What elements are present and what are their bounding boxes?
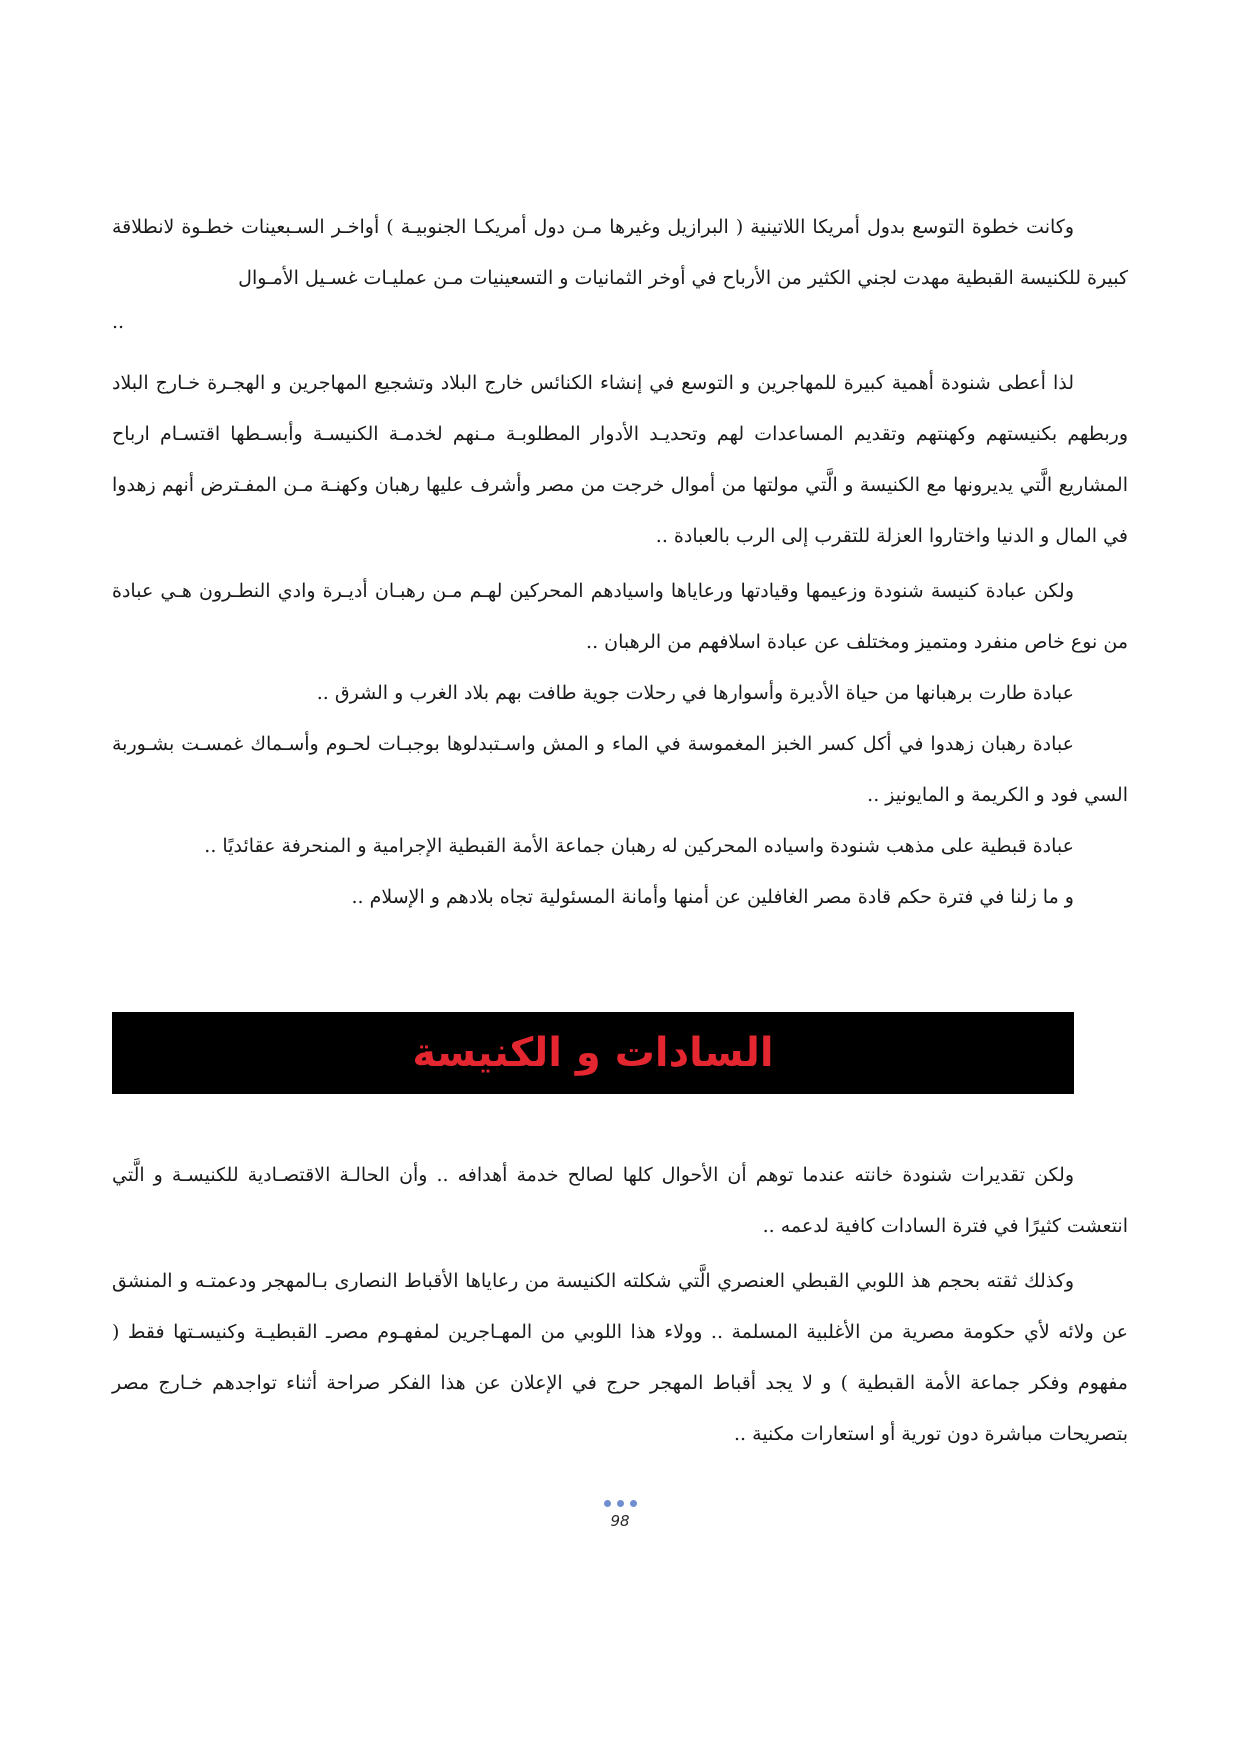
text-section-upper — [112, 202, 1128, 923]
section-heading-title: السادات و الكنيسة — [412, 1030, 774, 1076]
paragraph: عبادة رهبان زهدوا في أكل كسر الخبز المغموسة في الماء و المش واسـتبدلوها بوجبـات لحـوم وأسـماك غمسـت بشـوربة السي فود و الكريمة و المايونيز .. — [112, 733, 1128, 806]
paragraph-continuation: .. — [112, 311, 125, 333]
section-heading-banner — [112, 1012, 1074, 1094]
paragraph: عبادة طارت برهبانها من حياة الأديرة وأسوارها في رحلات جوية طافت بهم بلاد الغرب و الشرق .. — [316, 682, 1074, 704]
paragraph: ولكن تقديرات شنودة خانته عندما توهم أن الأحوال كلها لصالح خدمة أهدافه .. وأن الحالـة الاقتصـادية للكنيسـة و الَّتي انتعشت كثيرًا في فترة السادات كافية لدعمه .. — [112, 1164, 1128, 1237]
page-number: 98 — [610, 1512, 630, 1530]
three-dots-icon — [560, 1500, 680, 1510]
paragraph: عبادة قبطية على مذهب شنودة واسياده المحركين له رهبان جماعة الأمة القبطية الإجرامية و المنحرفة عقائديًا .. — [204, 835, 1074, 857]
dot-icon — [630, 1500, 637, 1507]
text-section-lower — [112, 1150, 1128, 1460]
paragraph: وكذلك ثقته بحجم هذ اللوبي القبطي العنصري الَّتي شكلته الكنيسة من رعاياها الأقباط النصارى بـالمهجر ودعمتـه و المنشق عن ولائه لأي حكومة مصرية من الأغلبية المسلمة .. وولاء هذا اللوبي من المهـاجرين لمفهـوم مصرـ القبطيـة وكنيسـتها فقط ( مفهوم وفكر جماعة الأمة القبطية ) و لا يجد أقباط المهجر حرج في الإعلان عن هذا الفكر صراحة أثناء تواجدهم خـارج مصر بتصريحات مباشرة دون تورية أو استعارات مكنية .. — [112, 1270, 1128, 1445]
dot-icon — [604, 1500, 611, 1507]
paragraph: لذا أعطى شنودة أهمية كبيرة للمهاجرين و التوسع في إنشاء الكنائس خارج البلاد وتشجيع المهاجرين و الهجـرة خـارج البلاد وربطهم بكنيستهم وكهنتهم وتقديم المساعدات لهم وتحديـد الأدوار المطلوبـة مـنهم لخدمـة الكنيسـة وأبسـطها اقتسـام ارباح المشاريع الَّتي يديرونها مع الكنيسة و الَّتي مولتها من أموال خرجت من مصر وأشرف عليها رهبان وكهنـة مـن المفـترض أنهم زهدوا في المال و الدنيا واختاروا العزلة للتقرب إلى الرب بالعبادة .. — [112, 372, 1128, 547]
paragraph: وكانت خطوة التوسع بدول أمريكا اللاتينية ( البرازيل وغيرها مـن دول أمريكـا الجنوبيـة ) أواخـر السـبعينات خطـوة لانطلاقة كبيرة للكنيسة القبطية مهدت لجني الكثير من الأرباح في أوخر الثمانيات و التسعينيات مـن عمليـات غسـيل الأمـوال — [112, 216, 1128, 289]
dot-icon — [617, 1500, 624, 1507]
paragraph: و ما زلنا في فترة حكم قادة مصر الغافلين عن أمنها وأمانة المسئولية تجاه بلادهم و الإسلام .. — [351, 886, 1074, 908]
page-footer — [560, 1500, 680, 1530]
paragraph: ولكن عبادة كنيسة شنودة وزعيمها وقيادتها ورعاياها واسيادهم المحركين لهـم مـن رهبـان أديـرة وادي النطـرون هـي عبادة من نوع خاص منفرد ومتميز ومختلف عن عبادة اسلافهم من الرهبان .. — [112, 580, 1128, 653]
